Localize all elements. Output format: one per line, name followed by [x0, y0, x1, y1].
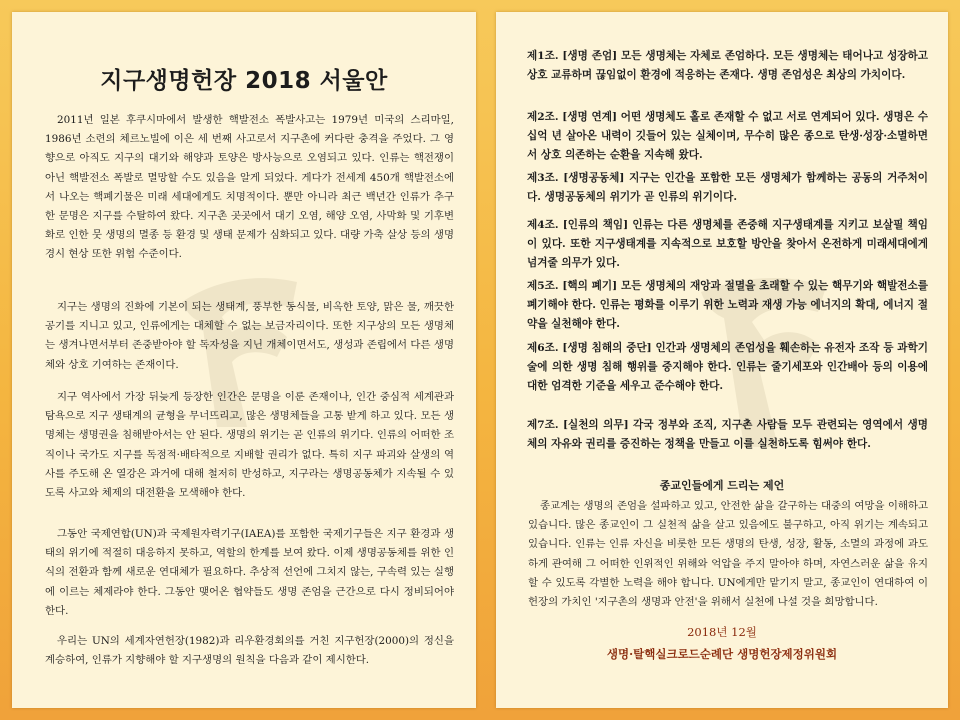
- intro-paragraph-1: 2011년 일본 후쿠시마에서 발생한 핵발전소 폭발사고는 1979년 미국의 스리마일, 1986년 소련의 체르노빌에 이은 세 번째 사고로서 지구촌에 커다란 충격을 주었다. 그 영향으로 아직도 지구의 대기와 해양과 토양은 방사능으로 오염되고 있다. 인류는 핵전쟁이 아닌 핵발전소 폭발로 멸망할 수도 있음을 알게 되었다. 게다가 전세계 450개 핵발전소에서 나오는 핵폐기물은 미래 세대에게도 치명적이다. 뿐만 아니라 최근 백년간 인류가 추구한 문명은 지구를 수탈하여 왔다. 지구촌 곳곳에서 대기 오염, 해양 오염, 사막화 및 기후변화로 인한 뭇 생명의 멸종 등 환경 및 생태 문제가 심화되고 있다. 대량 가축 살상 등의 생명 경시 현상 또한 위험 수준이다.: [45, 114, 454, 261]
- article-4: 제4조. [인류의 책임] 인류는 다른 생명체를 존중해 지구생태계를 지키고 보살필 책임이 있다. 또한 지구생태계를 지속적으로 보호할 방안을 찾아서 온전하게 미래세대에게 넘겨줄 의무가 있다.: [527, 219, 928, 269]
- religion-paragraph: 종교계는 생명의 존엄을 설파하고 있고, 안전한 삶을 갈구하는 대중의 여망을 이해하고 있습니다. 많은 종교인이 그 실천적 삶을 살고 있음에도 불구하고, 아직 위기는 계속되고 있습니다. 인류는 인류 자신을 비롯한 모든 생명의 탄생, 성장, 활동, 소멸의 과정에 과도하게 관여해 그 어떠한 인위적인 위해와 억압을 주지 말아야 하며, 자연스러운 삶을 유지할 수 있도록 각별한 노력을 해야 합니다. UN에게만 맡기지 말고, 종교인이 연대하여 이 헌장의 가치인 '지구촌의 생명과 안전'을 위해서 실천에 나설 것을 희망합니다.: [528, 500, 928, 609]
- article-7: 제7조. [실천의 의무] 각국 정부와 조직, 지구촌 사람들 모두 관련되는 영역에서 생명체의 자유와 권리를 증진하는 정책을 만들고 이를 실천하도록 힘써야 한다.: [527, 419, 928, 450]
- intro-paragraph-4: 그동안 국제연합(UN)과 국제원자력기구(IAEA)를 포함한 국제기구들은 지구 환경과 생태의 위기에 적절히 대응하지 못하고, 역할의 한계를 보여 왔다. 이제 생명공동체를 위한 인식의 전환과 함께 새로운 연대체가 필요하다. 추상적 선언에 그치지 않는, 구속력 있는 실행에 이르는 체제라야 한다. 그동안 맺어온 협약들도 생명 존엄을 근간으로 다시 정비되어야 한다.: [45, 528, 454, 617]
- document-date: 2018년 12월: [687, 625, 757, 639]
- signature-committee: 생명·탈핵실크로드순례단 생명헌장제정위원회: [606, 647, 838, 661]
- article-5: 제5조. [핵의 폐기] 모든 생명체의 재앙과 절멸을 초래할 수 있는 핵무기와 핵발전소를 폐기해야 한다. 인류는 평화를 이루기 위한 노력과 재생 가능 에너지의 확대, 에너지 절약을 실천해야 한다.: [527, 280, 928, 330]
- article-3: 제3조. [생명공동체] 지구는 인간을 포함한 모든 생명체가 함께하는 공동의 거주처이다. 생명공동체의 위기가 곧 인류의 위기이다.: [527, 172, 928, 203]
- intro-paragraph-3: 지구 역사에서 가장 뒤늦게 등장한 인간은 문명을 이룬 존재이나, 인간 중심적 세계관과 탐욕으로 지구 생태계의 균형을 무너뜨리고, 많은 생명체들을 고통 받게 하고 있다. 모든 생명체는 생명권을 침해받아서는 안 된다. 생명의 위기는 곧 인류의 위기다. 인류의 어떠한 조직이나 국가도 지구를 독점적·배타적으로 지배할 권리가 없다. 특히 지구 파괴와 살생의 역사를 주도해 온 열강은 과거에 대해 철저히 반성하고, 지구라는 생명공동체가 지속될 수 있도록 사고와 체제의 대전환을 모색해야 한다.: [45, 391, 454, 500]
- right-page: [496, 12, 948, 708]
- article-1: 제1조. [생명 존엄] 모든 생명체는 자체로 존엄하다. 모든 생명체는 태어나고 성장하고 상호 교류하며 끊임없이 환경에 적응하는 존재다. 생명 존엄성은 최상의 가치이다.: [527, 50, 928, 81]
- intro-paragraph-5: 우리는 UN의 세계자연헌장(1982)과 리우환경회의를 거친 지구헌장(2000)의 정신을 계승하여, 인류가 지향해야 할 지구생명의 원칙을 다음과 같이 제시한다.: [45, 635, 454, 667]
- intro-paragraph-2: 지구는 생명의 진화에 기본이 되는 생태계, 풍부한 동식물, 비옥한 토양, 맑은 물, 깨끗한 공기를 지니고 있고, 인류에게는 대체할 수 없는 보금자리이다. 또한 지구상의 모든 생명체는 생겨나면서부터 존중받아야 할 독자성을 지닌 개체이면서도, 생성과 존립에서 다른 생명체와 상호 기여하는 존재이다.: [45, 301, 454, 371]
- religion-heading: 종교인들에게 드리는 제언: [659, 479, 785, 492]
- page-title: 지구생명헌장 2018 서울안: [100, 68, 388, 94]
- article-2: 제2조. [생명 연계] 어떤 생명체도 홀로 존재할 수 없고 서로 연계되어 있다. 생명은 수십억 년 살아온 내력이 깃들어 있는 실체이며, 무수히 많은 종으로 탄생·성장·소멸하면서 상호 의존하는 순환을 지속해 왔다.: [527, 111, 928, 161]
- article-6: 제6조. [생명 침해의 중단] 인간과 생명체의 존엄성을 훼손하는 유전자 조작 등 과학기술에 의한 생명 침해 행위를 중지해야 한다. 인류는 줄기세포와 인간배아 등의 이용에 대한 엄격한 기준을 세우고 준수해야 한다.: [527, 342, 928, 392]
- left-page: [12, 12, 476, 708]
